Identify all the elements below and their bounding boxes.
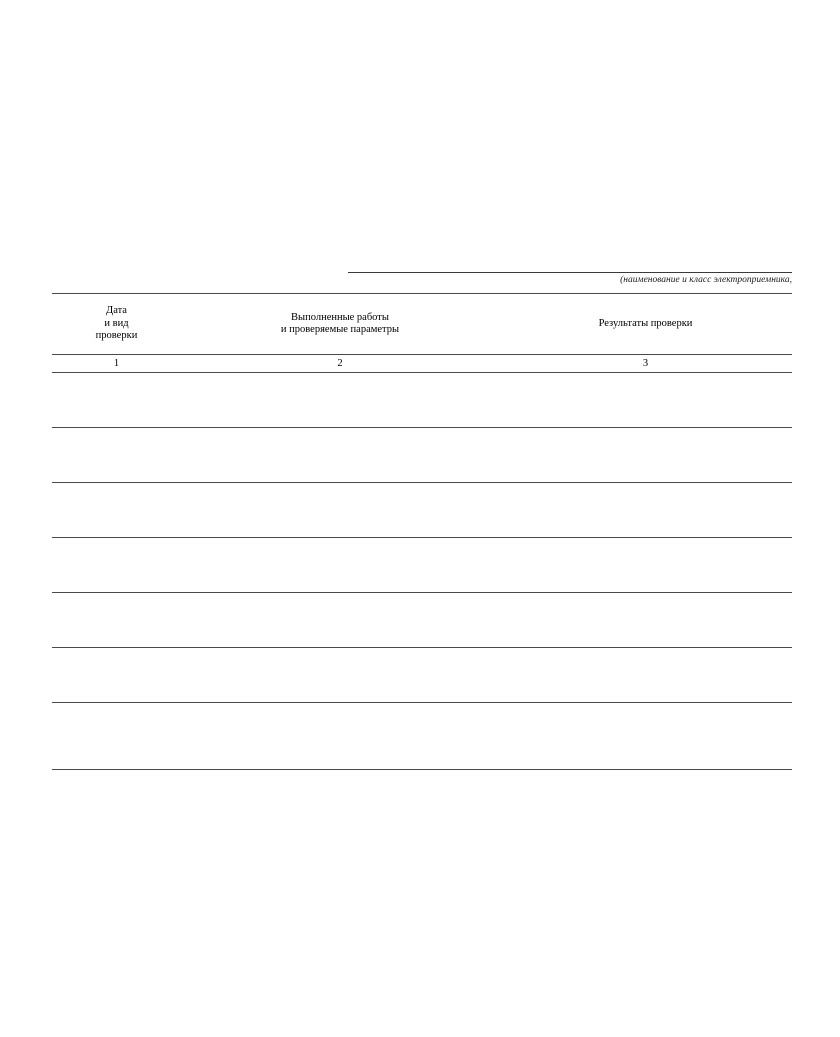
table-row[interactable]	[52, 538, 792, 593]
table-column-number-row	[52, 355, 792, 373]
table-row[interactable]	[52, 428, 792, 483]
cell-results[interactable]	[499, 428, 792, 483]
cell-works[interactable]	[181, 428, 499, 483]
column-number-1: 1	[52, 355, 181, 373]
cell-works[interactable]	[181, 703, 499, 770]
cell-works[interactable]	[181, 483, 499, 538]
table-row[interactable]	[52, 703, 792, 770]
cell-works[interactable]	[181, 373, 499, 428]
cell-works[interactable]	[181, 648, 499, 703]
header-cell-date-and-type	[52, 294, 181, 355]
header-line: и вид	[104, 317, 129, 329]
table-header-row	[52, 294, 792, 355]
header-line: Дата	[106, 305, 127, 317]
table-row[interactable]	[52, 373, 792, 428]
cell-results[interactable]	[499, 483, 792, 538]
cell-works[interactable]	[181, 593, 499, 648]
inspection-log-table	[52, 293, 792, 770]
cell-date[interactable]	[52, 648, 181, 703]
table-row[interactable]	[52, 483, 792, 538]
column-number-3: 3	[499, 355, 792, 373]
cell-date[interactable]	[52, 483, 181, 538]
cell-results[interactable]	[499, 648, 792, 703]
header-line: проверки	[95, 330, 138, 342]
caption-text: (наименование и класс электроприемника,	[620, 275, 792, 285]
header-cell-performed-works	[181, 294, 499, 355]
table-row[interactable]	[52, 593, 792, 648]
cell-date[interactable]	[52, 703, 181, 770]
cell-date[interactable]	[52, 593, 181, 648]
cell-results[interactable]	[499, 538, 792, 593]
column-number-2: 2	[181, 355, 499, 373]
cell-results[interactable]	[499, 373, 792, 428]
header-line: Результаты проверки	[598, 317, 693, 329]
caption-rule	[348, 272, 792, 273]
cell-date[interactable]	[52, 373, 181, 428]
cell-date[interactable]	[52, 428, 181, 483]
cell-results[interactable]	[499, 703, 792, 770]
caption-block	[348, 272, 792, 286]
header-line: Выполненные работы	[291, 311, 389, 323]
cell-works[interactable]	[181, 538, 499, 593]
table-row[interactable]	[52, 648, 792, 703]
header-cell-results	[499, 294, 792, 355]
cell-date[interactable]	[52, 538, 181, 593]
header-line: и проверяемые параметры	[280, 324, 400, 335]
cell-results[interactable]	[499, 593, 792, 648]
